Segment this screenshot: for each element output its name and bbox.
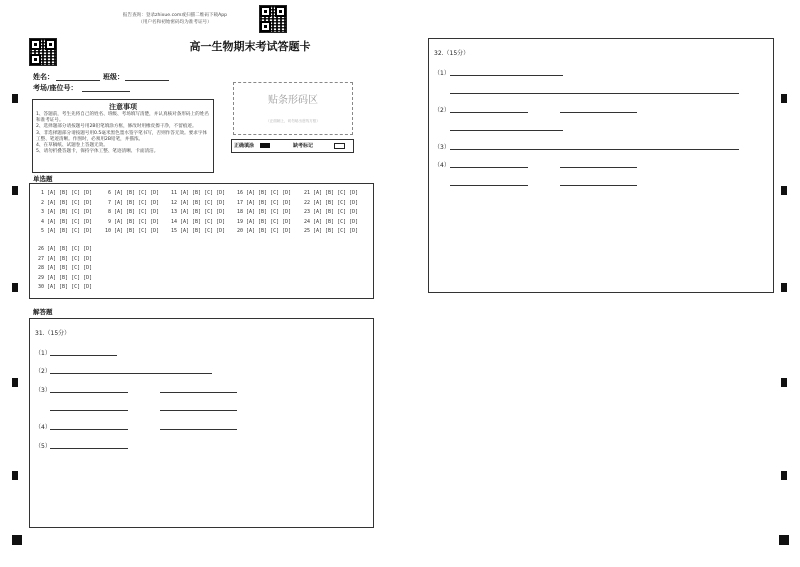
answer-line[interactable] [160, 429, 237, 430]
mc-answer-box [29, 183, 374, 299]
mc-question-number: 27 [37, 255, 44, 262]
name-field[interactable] [56, 80, 100, 81]
mc-question-number: 28 [37, 265, 44, 272]
registration-mark [781, 283, 787, 292]
answer-line[interactable] [450, 93, 739, 94]
mc-option-bubbles[interactable]: [A] [B] [C] [D] [180, 209, 226, 216]
answer-line[interactable] [50, 410, 128, 411]
page-title: 高一生物期末考试答题卡 [189, 40, 311, 53]
q31-part-label: （2） [35, 368, 51, 375]
mc-question-number: 29 [37, 274, 44, 281]
qr-code-icon [29, 38, 57, 66]
correct-fill-sample [260, 143, 270, 148]
registration-mark [12, 471, 18, 480]
notice-box [32, 99, 214, 173]
mc-question-number: 30 [37, 284, 44, 291]
mc-option-bubbles[interactable]: [A] [B] [C] [D] [246, 218, 292, 225]
corner-mark [779, 535, 789, 545]
mc-option-bubbles[interactable]: [A] [B] [C] [D] [47, 209, 93, 216]
answer-line[interactable] [50, 429, 128, 430]
mc-option-bubbles[interactable]: [A] [B] [C] [D] [246, 190, 292, 196]
mc-question-row [235, 219, 291, 225]
mc-option-bubbles[interactable]: [A] [B] [C] [D] [114, 228, 160, 235]
mc-question-number: 14 [170, 218, 177, 225]
mc-question-number: 15 [170, 228, 177, 235]
mc-question-number: 20 [236, 228, 243, 235]
q31-answer-box [29, 318, 374, 528]
mc-question-row [302, 200, 358, 206]
mc-option-bubbles[interactable]: [A] [B] [C] [D] [313, 209, 359, 216]
mc-option-bubbles[interactable]: [A] [B] [C] [D] [246, 228, 292, 235]
mc-question-number: 26 [37, 246, 44, 252]
mc-question-number: 18 [236, 209, 243, 216]
fill-example-box [231, 139, 354, 153]
mc-question-row [235, 228, 291, 234]
mc-option-bubbles[interactable]: [A] [B] [C] [D] [313, 190, 359, 196]
answer-line[interactable] [450, 130, 563, 131]
mc-question-row [36, 284, 92, 290]
registration-mark [781, 378, 787, 387]
mc-option-bubbles[interactable]: [A] [B] [C] [D] [47, 284, 93, 291]
mc-option-bubbles[interactable]: [A] [B] [C] [D] [47, 265, 93, 272]
mc-question-row [169, 200, 225, 206]
notice-item: 4、在草稿纸、试题卷上答题无效。 [36, 143, 108, 149]
q31-part-label: （4） [35, 424, 51, 431]
mc-option-bubbles[interactable]: [A] [B] [C] [D] [180, 228, 226, 235]
q31-part-label: （5） [35, 443, 51, 450]
mc-question-row [169, 209, 225, 215]
mc-question-row [36, 200, 92, 206]
mc-option-bubbles[interactable]: [A] [B] [C] [D] [114, 190, 160, 196]
notice-line-1: 报告查询：登录zhixue.com或扫描二维码下载App [122, 13, 228, 18]
q32-label: 32.（15分） [434, 50, 470, 57]
q32-part-label: （3） [434, 144, 450, 151]
mc-option-bubbles[interactable]: [A] [B] [C] [D] [47, 218, 93, 225]
mc-option-bubbles[interactable]: [A] [B] [C] [D] [114, 199, 160, 206]
mc-question-number: 24 [303, 218, 310, 225]
room-seat-label: 考场/座位号： [33, 84, 78, 92]
mc-question-number: 25 [303, 228, 310, 235]
barcode-area [233, 82, 353, 135]
mc-question-number: 13 [170, 209, 177, 216]
barcode-label: 贴条形码区 [268, 95, 318, 106]
mc-question-row [169, 219, 225, 225]
room-seat-field[interactable] [82, 91, 130, 92]
mc-question-row [103, 209, 159, 215]
mc-option-bubbles[interactable]: [A] [B] [C] [D] [47, 228, 93, 235]
mc-option-bubbles[interactable]: [A] [B] [C] [D] [47, 246, 93, 252]
notice-item: 5、请勿折叠答题卡，保持字体工整、笔迹清晰、卡面清洁。 [36, 149, 159, 155]
answer-line[interactable] [450, 112, 528, 113]
corner-mark [12, 535, 22, 545]
mc-question-number: 19 [236, 218, 243, 225]
answer-line[interactable] [160, 410, 237, 411]
answer-line[interactable] [50, 392, 128, 393]
mc-question-row [302, 209, 358, 215]
mc-option-bubbles[interactable]: [A] [B] [C] [D] [180, 218, 226, 225]
mc-option-bubbles[interactable]: [A] [B] [C] [D] [180, 190, 226, 196]
mc-option-bubbles[interactable]: [A] [B] [C] [D] [47, 199, 93, 206]
missing-mark-box[interactable] [334, 143, 345, 149]
q31-part-label: （1） [35, 350, 51, 357]
registration-mark [12, 94, 18, 103]
mc-question-row [169, 190, 225, 196]
mc-question-row [36, 256, 92, 262]
answer-line[interactable] [560, 112, 637, 113]
registration-mark [12, 283, 18, 292]
barcode-hint: （正面朝上，切勿贴出虚线方框） [266, 119, 320, 123]
mc-question-row [235, 200, 291, 206]
notice-item: 3、非选择题部分请按题号用0.5毫米黑色墨水签字笔书写，否则作答无效。要求字体工整、笔迹清晰。作图时，必须用2B铅笔，并描浓。 [36, 130, 208, 142]
answer-line[interactable] [450, 149, 739, 150]
mc-question-row [103, 190, 159, 196]
mc-question-number: 16 [236, 190, 243, 196]
mc-section-title: 单选题 [33, 175, 53, 183]
name-label: 姓名： [33, 73, 54, 81]
notice-item: 1、答题前，考生先将自己的姓名、班级、考场填写清楚，并认真核对条形码上的姓名和准考证号。 [36, 112, 209, 124]
mc-question-row [36, 265, 92, 271]
answer-line[interactable] [160, 392, 237, 393]
mc-question-row [302, 219, 358, 225]
mc-question-row [169, 228, 225, 234]
mc-question-row [235, 190, 291, 196]
registration-mark [12, 186, 18, 195]
mc-option-bubbles[interactable]: [A] [B] [C] [D] [246, 199, 292, 206]
mc-question-row [36, 209, 92, 215]
mc-question-number: 4 [40, 218, 44, 225]
qr-code-icon [259, 5, 287, 33]
mc-question-row [36, 190, 92, 196]
mc-question-row [235, 209, 291, 215]
mc-question-number: 12 [170, 199, 177, 206]
answer-line[interactable] [450, 75, 563, 76]
mc-option-bubbles[interactable]: [A] [B] [C] [D] [313, 228, 359, 235]
mc-question-number: 17 [236, 199, 243, 206]
mc-question-number: 22 [303, 199, 310, 206]
mc-question-row [103, 228, 159, 234]
q31-label: 31.（15分） [35, 330, 71, 337]
mc-question-number: 8 [107, 209, 111, 216]
mc-option-bubbles[interactable]: [A] [B] [C] [D] [114, 218, 160, 225]
q31-part-label: （3） [35, 387, 51, 394]
answer-line[interactable] [50, 448, 128, 449]
registration-mark [781, 471, 787, 480]
mc-question-number: 21 [303, 190, 310, 196]
mc-question-number: 2 [40, 199, 44, 206]
answer-line[interactable] [560, 185, 637, 186]
mc-question-number: 6 [107, 190, 111, 196]
correct-fill-label: 正确填涂 [234, 143, 255, 149]
mc-question-number: 7 [107, 199, 111, 206]
notice-item: 2、选择题部分请按题号用2B铅笔填涂方框，修改时用橡皮擦干净，不留痕迹。 [36, 124, 197, 130]
mc-question-row [36, 246, 92, 252]
notice-line-2: （用户名和初始密码均为准考证号） [138, 20, 212, 25]
mc-option-bubbles[interactable]: [A] [B] [C] [D] [114, 209, 160, 216]
answer-line[interactable] [50, 355, 117, 356]
mc-question-row [103, 200, 159, 206]
q32-answer-box [428, 38, 774, 293]
mc-question-number: 9 [107, 218, 111, 225]
mc-option-bubbles[interactable]: [A] [B] [C] [D] [47, 274, 93, 281]
mc-question-number: 11 [170, 190, 177, 196]
mc-option-bubbles[interactable]: [A] [B] [C] [D] [47, 255, 93, 262]
essay-section-title: 解答题 [33, 308, 53, 316]
mc-question-number: 1 [40, 190, 44, 196]
mc-question-number: 5 [40, 228, 44, 235]
mc-question-row [36, 275, 92, 281]
registration-mark [781, 94, 787, 103]
answer-line[interactable] [450, 167, 528, 168]
answer-line[interactable] [50, 373, 212, 374]
mc-question-row [302, 190, 358, 196]
class-label: 班级： [103, 73, 124, 81]
mc-question-row [103, 219, 159, 225]
mc-option-bubbles[interactable]: [A] [B] [C] [D] [246, 209, 292, 216]
mc-option-bubbles[interactable]: [A] [B] [C] [D] [313, 199, 359, 206]
mc-option-bubbles[interactable]: [A] [B] [C] [D] [313, 218, 359, 225]
mc-question-number: 3 [40, 209, 44, 216]
mc-option-bubbles[interactable]: [A] [B] [C] [D] [180, 199, 226, 206]
mc-question-row [36, 228, 92, 234]
q32-part-label: （2） [434, 107, 450, 114]
q32-part-label: （1） [434, 70, 450, 77]
registration-mark [12, 378, 18, 387]
class-field[interactable] [125, 80, 169, 81]
mc-question-row [36, 219, 92, 225]
mc-option-bubbles[interactable]: [A] [B] [C] [D] [47, 190, 93, 196]
mc-question-number: 23 [303, 209, 310, 216]
missing-mark-label: 缺考标记 [293, 143, 314, 149]
registration-mark [781, 186, 787, 195]
mc-question-row [302, 228, 358, 234]
notice-title: 注意事项 [109, 103, 137, 111]
mc-question-number: 10 [104, 228, 111, 235]
answer-line[interactable] [560, 167, 637, 168]
answer-line[interactable] [450, 185, 528, 186]
q32-part-label: （4） [434, 162, 450, 169]
